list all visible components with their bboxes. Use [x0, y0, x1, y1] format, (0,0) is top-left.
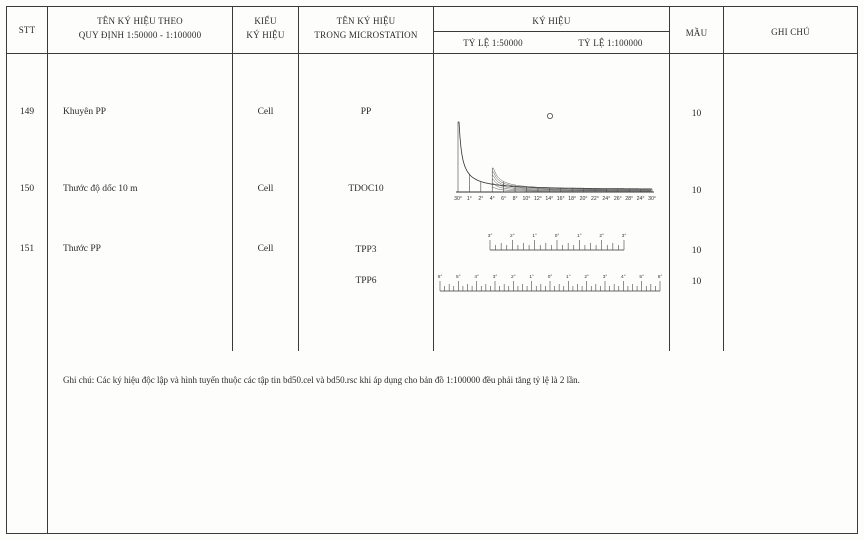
slope-label: 30°: [648, 196, 656, 202]
row-149-kieu: Cell: [257, 107, 274, 117]
col-border-right: [857, 6, 858, 534]
slope-label: 10°: [522, 196, 531, 202]
tpp6-label: 3°: [492, 275, 498, 280]
table-bottom-border: [6, 533, 858, 534]
tpp6-label: 2°: [511, 275, 516, 280]
slope-label: 1°: [466, 196, 472, 202]
slope-curve: [492, 168, 651, 189]
tpp6-label: 5°: [639, 275, 644, 280]
tpp3-label: 0°: [554, 234, 560, 239]
row-149-mau: 10: [691, 109, 702, 119]
header-kyhieu: KÝ HIỆU: [532, 16, 571, 26]
header-name-line2: QUY ĐỊNH 1:50000 - 1:100000: [78, 30, 202, 40]
slope-gauge-symbol: [446, 118, 660, 206]
slope-label: 26°: [613, 196, 622, 202]
row-150-stt: 150: [19, 184, 35, 194]
row-150-msname: TDOC10: [348, 184, 384, 194]
tpp3-label: 3°: [487, 234, 493, 239]
col-border-kieu: [298, 6, 299, 351]
col-border-name: [232, 6, 233, 351]
table-top-border: [6, 6, 858, 7]
col-border-msname: [433, 6, 434, 351]
row-150-name: Thước độ dốc 10 m: [63, 184, 138, 194]
tpp6-label: 1°: [529, 275, 534, 280]
tpp6-label: 1°: [566, 275, 571, 280]
row-151-stt: 151: [19, 244, 35, 254]
header-msname-line1: TÊN KÝ HIỆU: [336, 16, 396, 26]
header-kieu-line1: KIỂU: [254, 16, 277, 26]
slope-label: 24°: [636, 196, 645, 202]
tpp3-ruler-symbol: [486, 228, 628, 254]
slope-curve: [492, 172, 651, 190]
row-151-mau: 10: [691, 246, 702, 256]
slope-label: 30°: [454, 196, 462, 202]
col-border-stt: [47, 6, 48, 534]
row-151-name: Thước PP: [63, 244, 101, 254]
slope-label: 22°: [591, 196, 599, 202]
header-ghichu: GHI CHÚ: [771, 27, 810, 37]
header-kieu-line2: KÝ HIỆU: [246, 30, 285, 40]
slope-label: 24°: [602, 196, 611, 202]
row-150-mau: 10: [691, 186, 702, 196]
header-stt: STT: [18, 25, 36, 35]
header-msname-line2: TRONG MICROSTATION: [314, 30, 418, 40]
tpp3-label: 2°: [599, 234, 604, 239]
col-border-mau: [723, 6, 724, 351]
slope-label: 8°: [512, 196, 518, 202]
row-149-msname: PP: [360, 107, 372, 117]
slope-label: 20°: [579, 196, 588, 202]
row-149-stt: 149: [19, 107, 35, 117]
tpp6-label: 5°: [456, 275, 461, 280]
tpp3-label: 3°: [621, 234, 627, 239]
footnote: Ghi chú: Các ký hiệu độc lập và hình tuyến thuộc các tập tin bd50.cel và bd50.rsc khi áp dụng cho bản đồ 1:100000 đều phải tăng tỷ lệ là 2 lần.: [63, 375, 580, 385]
slope-label: 18°: [568, 196, 577, 202]
row-151b-msname: TPP6: [355, 276, 377, 286]
col-border-left: [6, 6, 7, 534]
col-border-kyhieu: [669, 6, 670, 351]
tpp6-label: 0°: [547, 275, 553, 280]
slope-label: 28°: [625, 196, 634, 202]
slope-label: 16°: [556, 196, 565, 202]
kyhieu-subheader-border: [433, 31, 669, 32]
tpp6-label: 3°: [602, 275, 608, 280]
row-149-name: Khuyên PP: [63, 107, 107, 117]
row-151-kieu: Cell: [257, 244, 274, 254]
tpp6-label: 4°: [474, 275, 479, 280]
slope-curve-main: [458, 122, 652, 189]
tpp3-label: 2°: [510, 234, 515, 239]
slope-label: 4°: [489, 196, 495, 202]
row-151-msname: TPP3: [355, 245, 377, 255]
slope-label: 2°: [478, 196, 484, 202]
header-mau: MẦU: [685, 28, 708, 38]
header-scale-50000: TỶ LỆ 1:50000: [463, 38, 523, 48]
tpp6-ruler-symbol: [436, 269, 664, 295]
header-name-line1: TÊN KÝ HIỆU THEO: [97, 16, 183, 26]
header-bottom-border: [6, 53, 858, 54]
header-scale-100000: TỶ LỆ 1:100000: [578, 38, 643, 48]
tpp3-label: 1°: [532, 234, 537, 239]
tpp6-label: 6°: [657, 275, 663, 280]
slope-label: 6°: [501, 196, 507, 202]
tpp6-label: 4°: [621, 275, 626, 280]
row-151b-mau: 10: [691, 277, 702, 287]
row-150-kieu: Cell: [257, 184, 274, 194]
tpp6-label: 6°: [437, 275, 443, 280]
slope-label: 12°: [533, 196, 542, 202]
tpp6-label: 2°: [584, 275, 589, 280]
tpp3-label: 1°: [577, 234, 582, 239]
slope-label: 14°: [545, 196, 554, 202]
